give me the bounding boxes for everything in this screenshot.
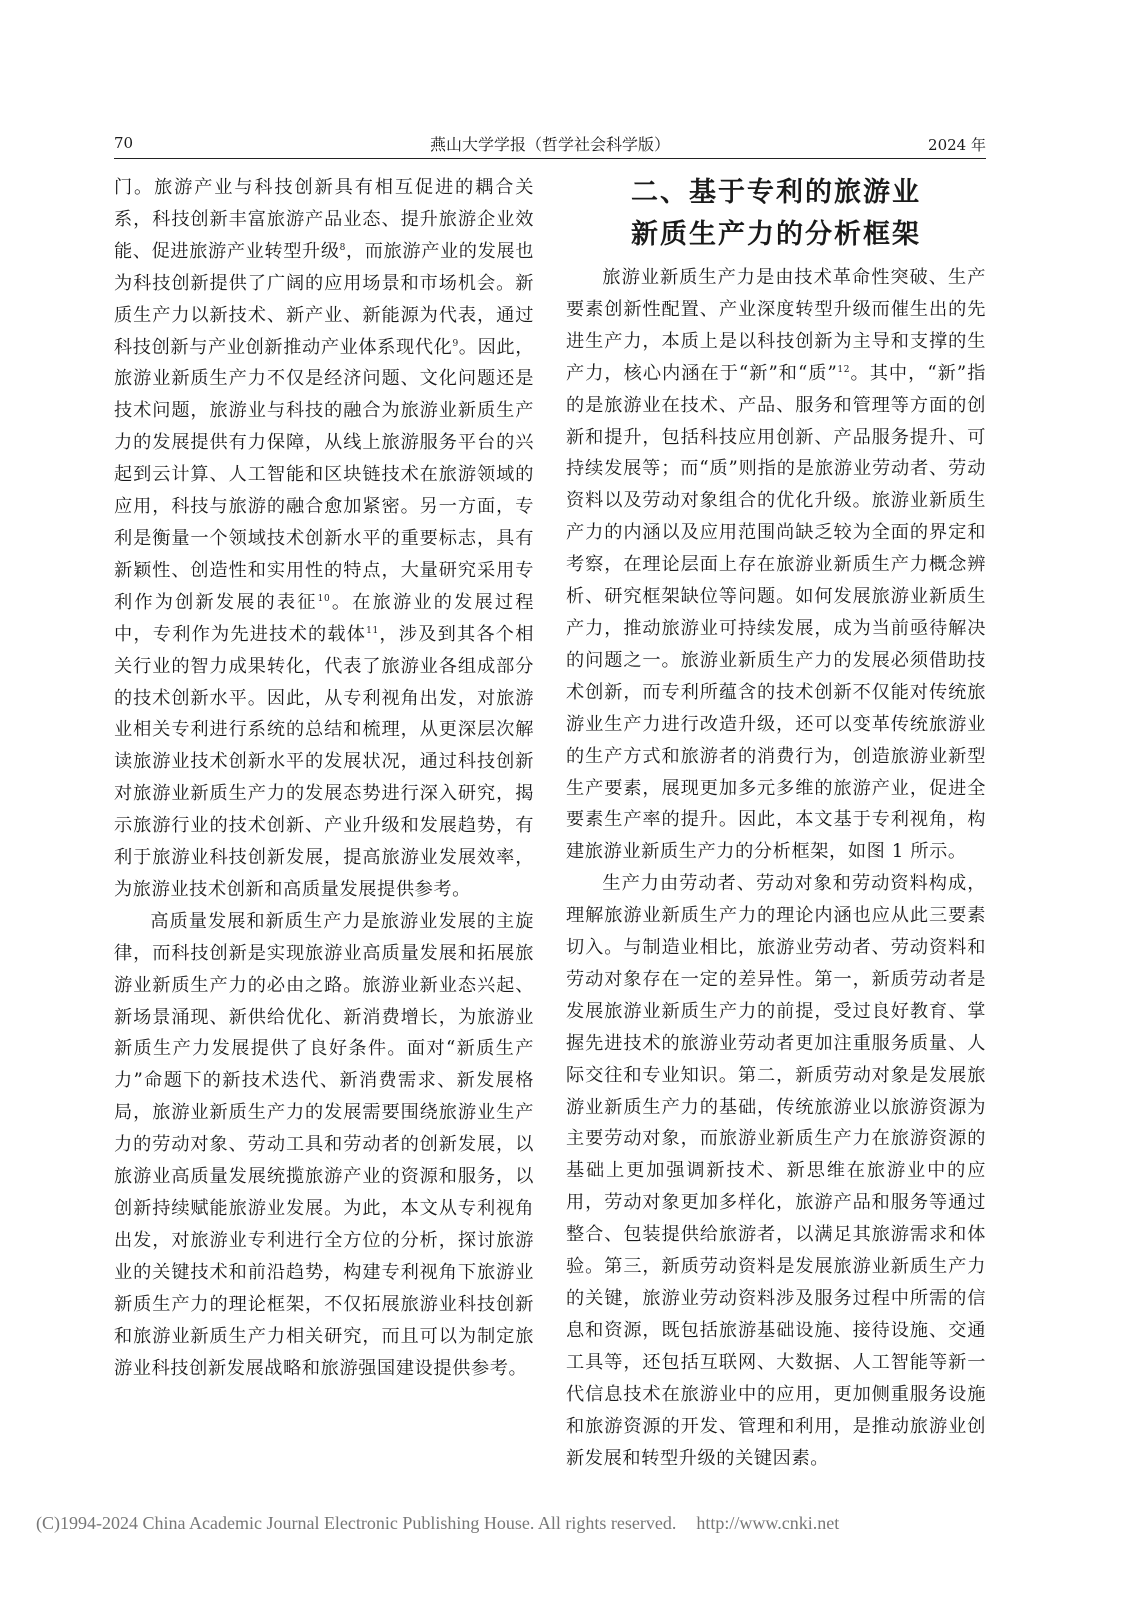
text-run: 旅游业新质生产力是由技术革命性突破、生产要素创新性配置、产业深度转型升级而催生出的先进生产力，本质上是以科技创新为主导和支撑的生产力，核心内涵在于“新”和“质” — [566, 267, 986, 384]
running-header — [114, 132, 986, 159]
paragraph: 高质量发展和新质生产力是旅游业发展的主旋律，而科技创新是实现旅游业高质量发展和拓展旅游业新质生产力的必由之路。旅游业新业态兴起、新场景涌现、新供给优化、新消费增长，为旅游业新质生产力发展提供了良好条件。面对“新质生产力”命题下的新技术迭代、新消费需求、新发展格局，旅游业新质生产力的发展需要围绕旅游业生产力的劳动对象、劳动工具和劳动者的创新发展，以旅游业高质量发展统揽旅游产业的资源和服务，以创新持续赋能旅游业发展。为此，本文从专利视角出发，对旅游业专利进行全方位的分析，探讨旅游业的关键技术和前沿趋势，构建专利视角下旅游业新质生产力的理论框架，不仅拓展旅游业科技创新和旅游业新质生产力相关研究，而且可以为制定旅游业科技创新发展战略和旅游强国建设提供参考。 — [114, 910, 534, 1379]
section-heading-line: 二、基于专利的旅游业 — [631, 177, 921, 208]
copyright-footer — [36, 1513, 839, 1534]
footer-url: http://www.cnki.net — [696, 1513, 840, 1533]
page-number: 70 — [114, 134, 134, 152]
section-heading-line: 新质生产力的分析框架 — [631, 219, 921, 250]
copyright-text: (C)1994-2024 China Academic Journal Electronic Publishing House. All rights reserved. — [36, 1513, 677, 1533]
right-column — [566, 172, 986, 1474]
text-run: ，而旅游产业的发展也为科技创新提供了广阔的应用场景和市场机会。新质生产力以新技术、新产业、新能源为代表，通过科技创新与产业创新推动产业体系现代化 — [114, 240, 534, 358]
text-run: 门。旅游产业与科技创新具有相互促进的耦合关系，科技创新丰富旅游产品业态、提升旅游企业效能、促进旅游产业转型升级 — [114, 177, 534, 262]
section-heading — [566, 172, 986, 256]
citation: 10 — [317, 593, 331, 604]
citation: 12 — [837, 364, 851, 375]
paragraph-continued — [114, 172, 534, 906]
left-column — [114, 172, 534, 1384]
text-run: 。在旅游业的发展过程中，专利作为先进技术的载体 — [114, 591, 534, 645]
citation: 8 — [339, 242, 346, 253]
text-run: 。因此，旅游业新质生产力不仅是经济问题、文化问题还是技术问题，旅游业与科技的融合为旅游业新质生产力的发展提供有力保障，从线上旅游服务平台的兴起到云计算、人工智能和区块链技术在旅游领域的应用，科技与旅游的融合愈加紧密。另一方面，专利是衡量一个领域技术创新水平的重要标志，具有新颖性、创造性和实用性的特点，大量研究采用专利作为创新发展的表征 — [114, 336, 534, 613]
text-run: ，涉及到其各个相关行业的智力成果转化，代表了旅游业各组成部分的技术创新水平。因此，从专利视角出发，对旅游业相关专利进行系统的总结和梳理，从更深层次解读旅游业技术创新水平的发展状况，通过科技创新对旅游业新质生产力的发展态势进行深入研究，揭示旅游行业的技术创新、产业升级和发展趋势，有利于旅游业科技创新发展，提高旅游业发展效率，为旅游业技术创新和高质量发展提供参考。 — [114, 623, 534, 900]
journal-title: 燕山大学学报（哲学社会科学版） — [429, 135, 670, 154]
publication-year: 2024 年 — [928, 136, 986, 154]
citation: 9 — [452, 338, 459, 349]
paragraph — [566, 262, 986, 868]
paragraph: 生产力由劳动者、劳动对象和劳动资料构成，理解旅游业新质生产力的理论内涵也应从此三要素切入。与制造业相比，旅游业劳动者、劳动资料和劳动对象存在一定的差异性。第一，新质劳动者是发展旅游业新质生产力的前提，受过良好教育、掌握先进技术的旅游业劳动者更加注重服务质量、人际交往和专业知识。第二，新质劳动对象是发展旅游业新质生产力的基础，传统旅游业以旅游资源为主要劳动对象，而旅游业新质生产力在旅游资源的基础上更加强调新技术、新思维在旅游业中的应用，劳动对象更加多样化，旅游产品和服务等通过整合、包装提供给旅游者，以满足其旅游需求和体验。第三，新质劳动资料是发展旅游业新质生产力的关键，旅游业劳动资料涉及服务过程中所需的信息和资源，既包括旅游基础设施、接待设施、交通工具等，还包括互联网、大数据、人工智能等新一代信息技术在旅游业中的应用，更加侧重服务设施和旅游资源的开发、管理和利用，是推动旅游业创新发展和转型升级的关键因素。 — [566, 873, 986, 1469]
text-run: 。其中，“新”指的是旅游业在技术、产品、服务和管理等方面的创新和提升，包括科技应用创新、产品服务提升、可持续发展等；而“质”则指的是旅游业劳动者、劳动资料以及劳动对象组合的优化升级。旅游业新质生产力的内涵以及应用范围尚缺乏较为全面的界定和考察，在理论层面上存在旅游业新质生产力概念辨析、研究框架缺位等问题。如何发展旅游业新质生产力，推动旅游业可持续发展，成为当前亟待解决的问题之一。旅游业新质生产力的发展必须借助技术创新，而专利所蕴含的技术创新不仅能对传统旅游业生产力进行改造升级，还可以变革传统旅游业的生产方式和旅游者的消费行为，创造旅游业新型生产要素，展现更加多元多维的旅游产业，促进全要素生产率的提升。因此，本文基于专利视角，构建旅游业新质生产力的分析框架，如图 1 所示。 — [566, 362, 986, 863]
citation: 11 — [366, 625, 379, 636]
